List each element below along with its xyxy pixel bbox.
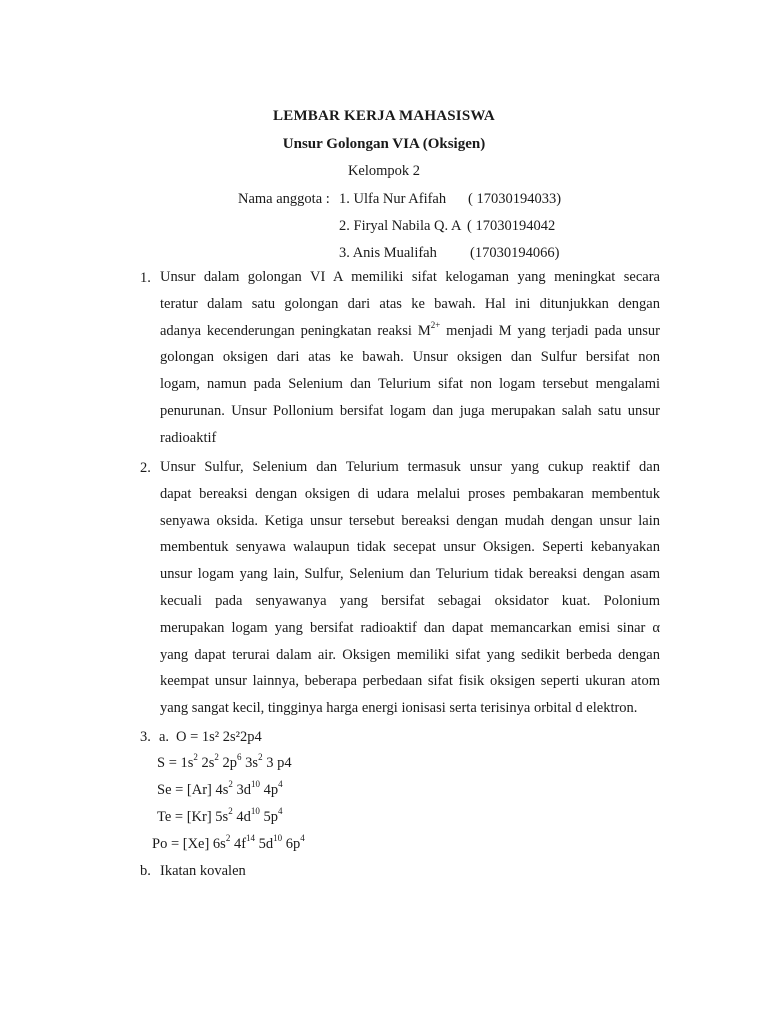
answer-3-number: 3. — [140, 729, 151, 745]
answer-1-line: penurunan. Unsur Pollonium bersifat logam dan juga merupakan salah satu unsur — [160, 402, 660, 419]
page-subtitle: Unsur Golongan VIA (Oksigen) — [282, 136, 486, 152]
answer-3a-label: a. — [159, 729, 170, 745]
answer-2-line: senyawa oksida. Ketiga unsur tersebut bereaksi dengan mudah dengan unsur lain — [160, 512, 660, 529]
answer-2-line: kecuali pada senyawanya yang bersifat sebagai oksidator kuat. Polonium — [160, 592, 660, 609]
answer-2-line: membentuk senyawa walaupun tidak secepat unsur Oksigen. Seperti kebanyakan — [160, 539, 660, 556]
answer-1-line-reaction: adanya kecenderungan peningkatan reaksi $M^{2+}$ menjadi M yang terjadi pada unsur — [160, 319, 660, 339]
answer-1-line: logam, namun pada Selenium dan Telurium sifat non logam tersebut mengalami — [160, 376, 660, 393]
answer-2-number: 2. — [140, 460, 151, 476]
answer-2-line: Unsur Sulfur, Selenium dan Telurium termasuk unsur yang cukup reaktif dan — [160, 459, 660, 475]
member-name-3: 3. Anis Mualifah — [339, 245, 437, 261]
member-id-1: ( 17030194033) — [468, 191, 562, 207]
group-label: Kelompok 2 — [347, 163, 421, 179]
answer-3b-label: b. — [140, 863, 151, 879]
answer-2-line: unsur logam yang lain, Sulfur, Selenium dan Telurium tidak bereaksi dengan asam — [160, 566, 660, 583]
member-name-2: 2. Firyal Nabila Q. A — [339, 218, 462, 234]
answer-3b-text: Ikatan kovalen — [160, 863, 246, 879]
answer-2-paragraph — [160, 454, 660, 722]
config-sulfur: $S = 1s^2$ $2s^2$ $2p^6$ $3s^2$ 3 p4 — [157, 752, 292, 771]
answer-1-line: teratur dalam satu golongan dari atas ke bawah. Hal ini ditunjukkan dengan — [160, 295, 660, 312]
member-name-1: 1. Ulfa Nur Afifah — [339, 191, 447, 207]
answer-2-line: merupakan logam yang bersifat radioaktif dan dapat memancarkan emisi sinar α — [160, 619, 660, 636]
answer-1-line: golongan oksigen dari atas ke bawah. Unsur oksigen dan Sulfur bersifat non — [160, 349, 660, 366]
answer-1-line: Unsur dalam golongan VI A memiliki sifat kelogaman yang meningkat secara — [160, 269, 660, 285]
answer-1-paragraph — [160, 264, 660, 452]
config-oxygen: O = 1s² 2s²2p4 — [176, 729, 262, 745]
answer-1-number: 1. — [140, 270, 151, 286]
page-title: LEMBAR KERJA MAHASISWA — [273, 108, 495, 124]
member-id-3: (17030194066) — [470, 245, 560, 261]
answer-2-line: yang sangat kecil, tingginya harga energi ionisasi serta terisinya orbital d elektron. — [160, 700, 638, 717]
config-selenium: Se = [Ar] $4s^2$ $3d^{10}$ $4p^4$ — [157, 779, 283, 798]
members-label: Nama anggota : — [238, 191, 330, 207]
answer-2-line: yang dapat terurai dalam air. Oksigen memiliki sifat yang sedikit berbeda dengan — [160, 646, 660, 663]
member-id-2: ( 17030194042 — [467, 218, 556, 234]
answer-2-line: keempat unsur lainnya, beberapa perbedaan sifat fisik oksigen seperti ukuran atom — [160, 673, 660, 690]
config-polonium: Po = [Xe] $6s^2$ $4f^{14}$ $5d^{10}$ $6p^4$ — [152, 833, 305, 852]
answer-2-line: dapat bereaksi dengan oksigen di udara melalui proses pembakaran membentuk — [160, 485, 660, 502]
config-tellurium: Te = [Kr] $5s^2$ $4d^{10}$ $5p^4$ — [157, 806, 283, 825]
answer-1-line: radioaktif — [160, 429, 217, 446]
